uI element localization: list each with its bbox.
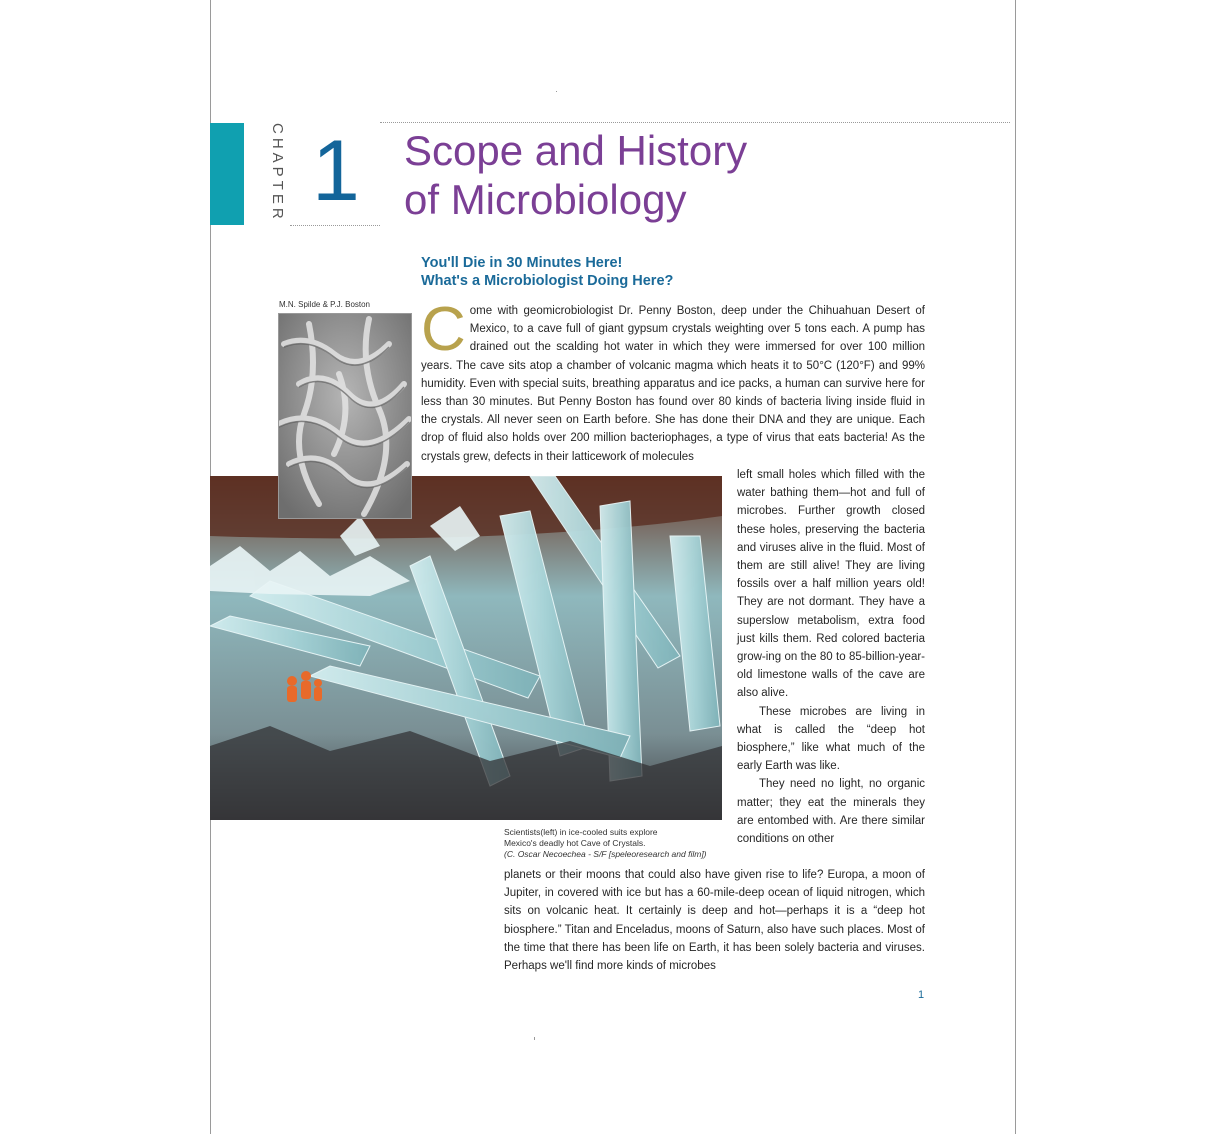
section-subheading [421,254,673,290]
microbe-sem-image [278,313,412,519]
photo-credit: M.N. Spilde & P.J. Boston [279,300,371,309]
subheading-line2: What's a Microbiologist Doing Here? [421,273,674,289]
header-rule [380,122,1010,123]
body-side-column [737,466,925,848]
chapter-title [404,126,747,224]
body-paragraph-bottom: planets or their moons that could also have given rise to life? Europa, a moon of Jupiter, in covered with ice but has a 60-mile-deep ocean of liquid nitrogen, which sits on volcanic heat. It certainly is deep and hot—perhaps it is a “deep hot biosphere.” Titan and Enceladus, moons of Saturn, also have such places. Most of the time that there has been life on Earth, it has been solely bacteria and viruses. Perhaps we'll find more kinds of microbes [504,869,925,973]
caption-source [504,849,732,860]
chapter-title-line1: Scope and History [404,127,748,174]
page-right-edge [1015,0,1016,1134]
chapter-rule [290,225,380,226]
print-mark [556,91,557,92]
chapter-number: 1 [312,123,360,219]
print-mark [534,1037,535,1040]
body-paragraph-1-text: ome with geomicrobiologist Dr. Penny Boston, deep under the Chihuahuan Desert of Mexico, to a cave full of giant gypsum crystals weighting over 5 tons each. A pump has drained out the scalding hot water in which they were immersed for over 100 million years. The cave sits atop a chamber of volcanic magma which heats it to 50°C (120°F) and 99% humidity. Even with special suits, breathing apparatus and ice packs, a human can survive here for less than 30 minutes. But Penny Boston has found over 80 kinds of bacteria living inside fluid in the crystals. All never seen on Earth before. She has done their DNA and they are unique. Each drop of fluid also holds over 200 million bacteriophages, a type of virus that eats bacteria! As the crystals grew, defects in their latticework of molecules [421,305,925,463]
subheading-line1: You'll Die in 30 Minutes Here! [421,255,623,271]
column-paragraph-2: These microbes are living in what is called the “deep hot biosphere,” like what much of the early Earth was like. [737,705,925,773]
drop-cap: C [421,295,466,364]
chapter-label: CHAPTER [269,123,286,223]
caption-line1: Scientists(left) in ice-cooled suits explore [504,827,658,837]
cave-of-crystals-photo [210,476,722,820]
column-paragraph-3: They need no light, no organic matter; they eat the minerals they are entombed with. Are there similar conditions on other [737,778,925,846]
photo-caption [504,827,732,860]
chapter-color-tab [210,123,244,225]
page-number: 1 [918,989,925,1001]
chapter-title-line2: of Microbiology [404,176,687,223]
column-paragraph-1: left small holes which filled with the water bathing them—hot and full of microbes. Further growth closed these holes, preserving the bacteria and viruses alive in the fluid. Most of them are still alive! They are living fossils over a half million years old! They are not dormant. They have a superslow metabolism, extra food just kills them. Red colored bacteria grow-ing on the 80 to 85-billion-year-old limestone walls of the cave are also alive. [737,469,925,700]
caption-line2: Mexico's deadly hot Cave of Crystals. [504,838,646,848]
body-paragraph-1 [421,295,925,466]
caption-source-text: (C. Oscar Necoechea - S/F [speleoresearch and film]) [504,849,707,859]
